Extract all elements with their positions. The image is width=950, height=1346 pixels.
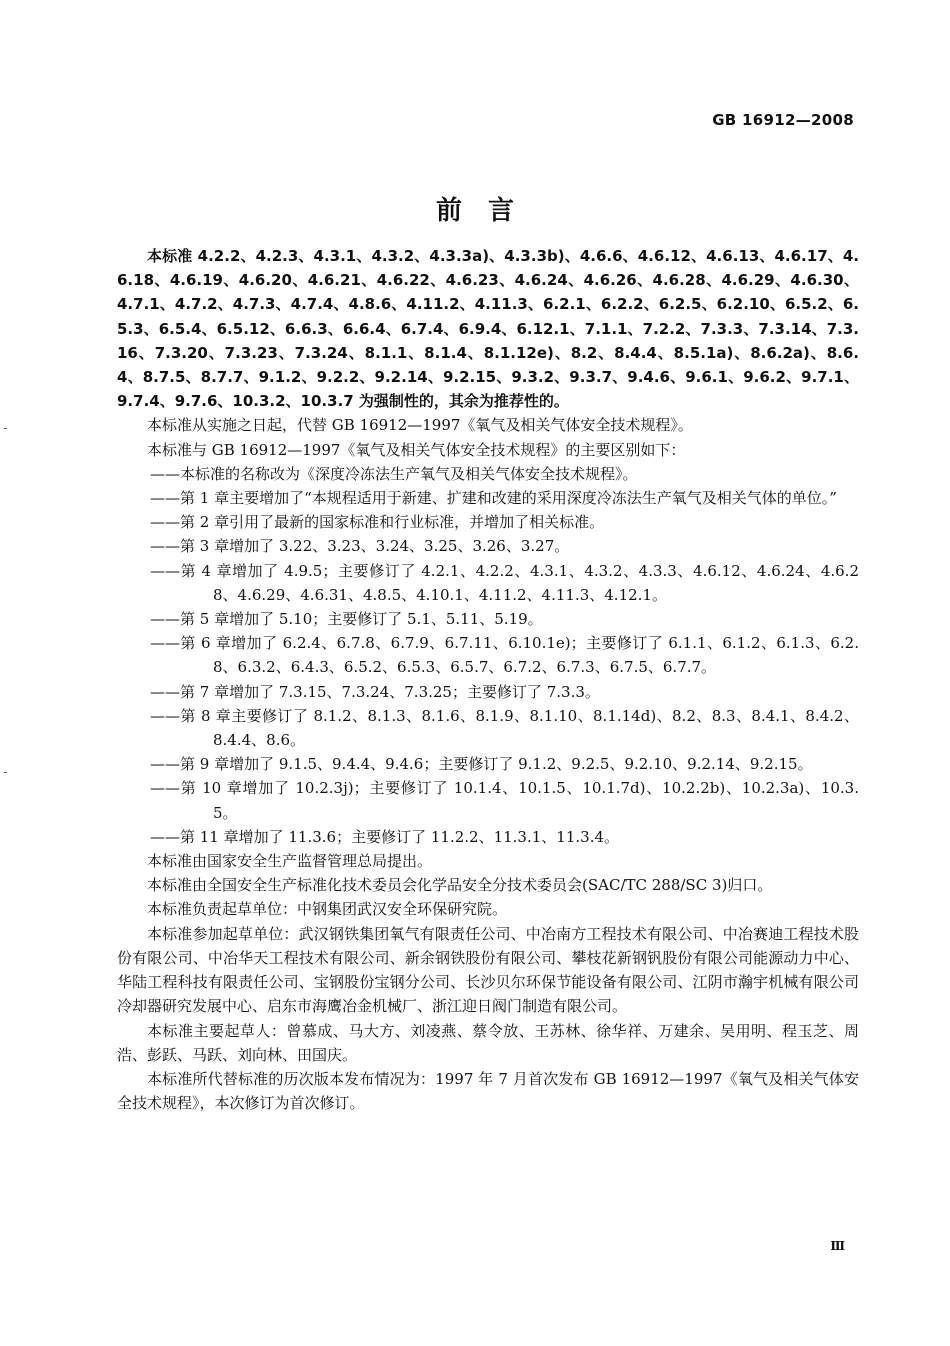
main-drafters-paragraph: 本标准主要起草人：曾慕成、马大方、刘凌燕、蔡令放、王苏林、徐华祥、万建余、吴用明、程玉芝、周浩、彭跃、马跃、刘向林、田国庆。 — [117, 1021, 859, 1064]
mandatory-clause-paragraph — [117, 244, 859, 413]
differences-intro-paragraph: 本标准与 GB 16912—1997《氧气及相关气体安全技术规程》的主要区别如下： — [147, 440, 686, 459]
scan-mark — [4, 772, 7, 773]
list-item: ——本标准的名称改为《深度冷冻法生产氧气及相关气体安全技术规程》。 — [150, 464, 638, 483]
list-item: ——第 2 章引用了最新的国家标准和行业标准，并增加了相关标准。 — [150, 513, 605, 532]
list-item: ——第 8 章主要修订了 8.1.2、8.1.3、8.1.6、8.1.9、8.1.10、8.1.14d)、8.2、8.3、8.4.1、8.4.2、8.4.4、8.6。 — [150, 706, 859, 750]
page-number: Ⅲ — [830, 1239, 845, 1253]
list-item: ——第 7 章增加了 7.3.15、7.3.24、7.3.25；主要修订了 7.3.3。 — [150, 682, 600, 701]
list-item: ——第 10 章增加了 10.2.3j)；主要修订了 10.1.4、10.1.5、10.1.7d)、10.2.2b)、10.2.3a)、10.3.5。 — [150, 779, 859, 822]
list-item: ——第 11 章增加了 11.3.6；主要修订了 11.2.2、11.3.1、11.3.4。 — [150, 827, 620, 846]
document-body — [117, 244, 859, 1115]
standard-number: GB 16912—2008 — [712, 111, 854, 129]
participating-units-paragraph: 本标准参加起草单位：武汉钢铁集团氧气有限责任公司、中冶南方工程技术有限公司、中冶赛迪工程技术股份有限公司、中冶华天工程技术有限公司、新余钢铁股份有限公司、攀枝花新钢钒股份有限公司能源动力中心、华陆工程科技有限责任公司、宝钢股份宝钢分公司、长沙贝尔环保节能设备有限公司、江阴市瀚宇机械有限公司冷却器研究发展中心、启东市海鹰冶金机械厂、浙江迎日阀门制造有限公司。 — [117, 924, 859, 1016]
list-item: ——第 1 章主要增加了“本规程适用于新建、扩建和改建的采用深度冷冻法生产氧气及相关气体的单位。” — [150, 489, 837, 508]
proposed-by-paragraph: 本标准由国家安全生产监督管理总局提出。 — [147, 852, 433, 871]
list-item: ——第 6 章增加了 6.2.4、6.7.8、6.7.9、6.7.11、6.10.1e)；主要修订了 6.1.1、6.1.2、6.1.3、6.2.8、6.3.2、6.4.3、6.5.2、6.5.3、6.5.7、6.7.2、6.7.3、6.7.5、6.7.7。 — [150, 634, 859, 677]
replaces-paragraph: 本标准从实施之日起，代替 GB 16912—1997《氧气及相关气体安全技术规程》。 — [147, 416, 693, 435]
list-item: ——第 4 章增加了 4.9.5；主要修订了 4.2.1、4.2.2、4.3.1、4.3.2、4.3.3、4.6.12、4.6.24、4.6.28、4.6.29、4.6.31、4.8.5、4.10.1、4.11.2、4.11.3、4.12.1。 — [150, 561, 859, 604]
list-item: ——第 3 章增加了 3.22、3.23、3.24、3.25、3.26、3.27。 — [150, 537, 570, 556]
scan-mark — [4, 428, 7, 429]
mandatory-clause-text: 本标准 4.2.2、4.2.3、4.3.1、4.3.2、4.3.3a)、4.3.3b)、4.6.6、4.6.12、4.6.13、4.6.17、4.6.18、4.6.19、4.6.20、4.6.21、4.6.22、4.6.23、4.6.24、4.6.26、4.6.28、4.6.29、4.6.30、4.7.1、4.7.2、4.7.3、4.7.4、4.8.6、4.11.2、4.11.3、6.2.1、6.2.2、6.2.5、6.2.10、6.5.2、6.5.3、6.5.4、6.5.12、6.6.3、6.6.4、6.7.4、6.9.4、6.12.1、7.1.1、7.2.2、7.3.3、7.3.14、7.3.16、7.3.20、7.3.23、7.3.24、8.1.1、8.1.4、8.1.12e)、8.2、8.4.4、8.5.1a)、8.6.2a)、8.6.4、8.7.5、8.7.7、9.1.2、9.2.2、9.2.14、9.2.15、9.3.2、9.3.7、9.4.6、9.6.1、9.6.2、9.7.1、9.7.4、9.7.6、10.3.2、10.3.7 为强制性的，其余为推荐性的。 — [117, 247, 859, 411]
page-title: 前言 — [435, 196, 540, 226]
drafting-unit-paragraph: 本标准负责起草单位：中钢集团武汉安全环保研究院。 — [147, 900, 508, 919]
list-item: ——第 9 章增加了 9.1.5、9.4.4、9.4.6；主要修订了 9.1.2、9.2.5、9.2.10、9.2.14、9.2.15。 — [150, 755, 813, 774]
differences-list — [117, 462, 859, 849]
list-item: ——第 5 章增加了 5.10；主要修订了 5.1、5.11、5.19。 — [150, 610, 543, 629]
history-paragraph: 本标准所代替标准的历次版本发布情况为：1997 年 7 月首次发布 GB 16912—1997《氧气及相关气体安全技术规程》，本次修订为首次修订。 — [117, 1069, 859, 1113]
centralized-by-paragraph: 本标准由全国安全生产标准化技术委员会化学品安全分技术委员会(SAC/TC 288/SC 3)归口。 — [147, 876, 773, 895]
